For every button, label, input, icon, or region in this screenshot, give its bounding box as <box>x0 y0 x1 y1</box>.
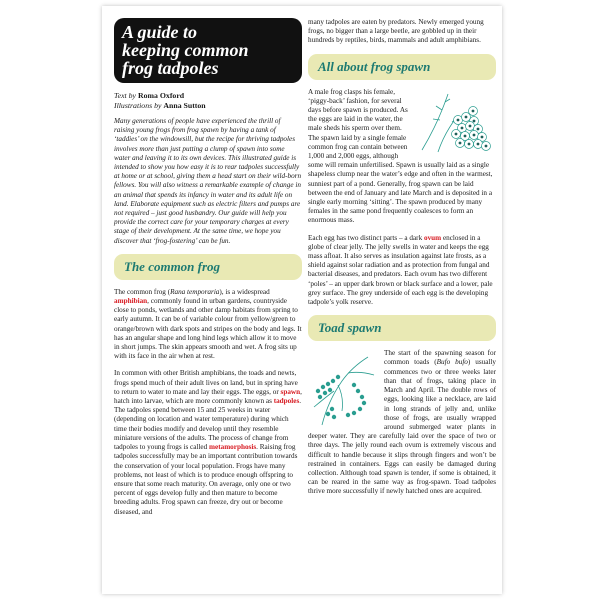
keyword-metamorphosis: metamorphosis <box>209 443 257 452</box>
frog-spawn-paragraph-2: Each egg has two distinct parts – a dark ovum enclosed in a globe of clear jelly. The jelly swells in water and keeps the egg mass afloat. It also serves as insulation against late frosts, as a shield against solar radiation and as protection from fungal and bacterial diseases, and predators. Each ovum has two different ‘poles’ – an upper dark brown or black surface and a lower, pale grey surface. The grey underside of each egg is the developing tadpole’s yolk reserve. <box>308 233 493 307</box>
author-credit <box>114 91 302 101</box>
section-heading-text: All about frog spawn <box>318 58 431 74</box>
common-frog-paragraph-2: In common with other British amphibians, the toads and newts, frogs spend much of their adult lives on land, but in spring have to return to water to mate and lay their eggs. The eggs, or spawn, hatch into larvae, which are more commonly known as tadpoles. The tadpoles spend between 15 and 25 weeks in water (depending on location and water temperature) during which time their bodies modify and develop until they resemble miniature versions of the adults. The process of change from tadpoles to young frogs is called metamorphosis. Raising frog tadpoles successfully may be an important contribution towards the conservation of your local population. Frogs have many problems, not least of which is to produce enough offspring to ensure that some reach maturity. On average, only one or two percent of eggs develop fully and then mature to become breeding adults. Frog spawn can freeze, dry out or become diseased, and <box>114 369 302 516</box>
illustrator-name: Anna Sutton <box>163 101 206 110</box>
title-banner <box>114 18 302 83</box>
keyword-tadpoles: tadpoles <box>273 397 300 406</box>
toad-spawn-paragraph: The start of the spawning season for common toads (Bufo bufo) usually commences two or three weeks later than that of frogs, taking place in March and April. The double rows of eggs, looking like a necklace, are laid in long strands of jelly and, unlike those of frogs, are usually wrapped around submerged water plants in deeper water. They are carefully laid over the space of two or three days. The jelly round each ovum is extremely viscous and difficult to handle because it slips through fingers and won’t be restrained in containers. Eggs can easily be damaged during collection. Although toad spawn is tender, if some is obtained, it can be reared in the same way as frog-spawn. Toad tadpoles thrive more successfully if newly hatched ones are acquired. <box>308 349 497 496</box>
illustrator-credit <box>114 101 302 111</box>
section-heading-toad-spawn <box>308 315 496 341</box>
title-line-3: frog tadpoles <box>122 58 219 78</box>
intro-paragraph: Many generations of people have experienced the thrill of raising young frogs from frog spawn by having a tank of ‘taddies’ on the windowsill, but the recipe for thriving tadpoles involves more than just putting a clump of spawn into some water and leaving it to its own devices. This illustrated guide is intended to show you how easy it is to rear tadpoles successfully at home or at school, giving them a head start on their wild-born fellows. You will also witness a remarkable example of change in an animal that spends its infancy in water and its adult life on land. Elaborate equipment such as electric filters and pumps are not required – just good husbandry. Our guide will help you provide the correct care for your temporary charges at every stage of their development. At the same time, we hope you discover that ‘frog-fostering’ can be fun. <box>114 117 302 245</box>
left-column <box>114 18 302 525</box>
frog-spawn-illustration <box>412 90 496 158</box>
section-heading-common-frog <box>114 254 302 280</box>
author-name: Roma Oxford <box>137 91 185 100</box>
author-prefix: Text by <box>114 91 137 100</box>
section-heading-text: Toad spawn <box>318 320 382 336</box>
keyword-ovum: ovum <box>423 233 442 242</box>
title-line-1: A guide to <box>122 22 198 42</box>
keyword-amphibian: amphibian <box>114 297 148 306</box>
section-heading-frog-spawn <box>308 54 496 80</box>
common-frog-paragraph-1: The common frog (Rana temporaria), is a widespread amphibian, commonly found in urban gardens, countryside close to ponds, wetlands and other damp habitats from spring to early autumn. It can be of variable colour from yellow/green to orange/brown with dark spots and stripes on the body and legs. It has an angular shape and long hind legs which allow it to move in short jumps. The skin appears smooth and wet. A frog sits up with its face in the air when at rest. <box>114 287 302 361</box>
title-line-2: keeping common <box>122 40 249 60</box>
toad-spawn-illustration <box>308 351 380 427</box>
illustrator-prefix: Illustrations by <box>114 101 162 110</box>
frog-spawn-paragraph-1: A male frog clasps his female, ‘piggy-back’ fashion, for several days before spawn is produced. As the eggs are laid in the water, the male sheds his sperm over them. The spawn laid by a single female common frog can contain between 1,000 and 2,000 eggs, although some will remain unfertilised. Spawn is usually laid as a single shapeless clump near the water’s edge and often in the warmest, sunniest part of a pond. Generally, frog spawn can be laid between the end of January and late March and is deposited in a single early morning ‘sitting’. The spawn produced by many females in the same pond frequently coalesces to form an enormous mass. <box>308 88 496 226</box>
section-heading-text: The common frog <box>124 258 221 274</box>
right-column <box>308 18 496 505</box>
guide-page <box>102 6 502 594</box>
predators-paragraph: many tadpoles are eaten by predators. Newly emerged young frogs, no bigger than a large beetle, are gobbled up in their hundreds by reptiles, birds, mammals and adult amphibians. <box>308 18 484 45</box>
keyword-spawn: spawn <box>280 387 301 396</box>
